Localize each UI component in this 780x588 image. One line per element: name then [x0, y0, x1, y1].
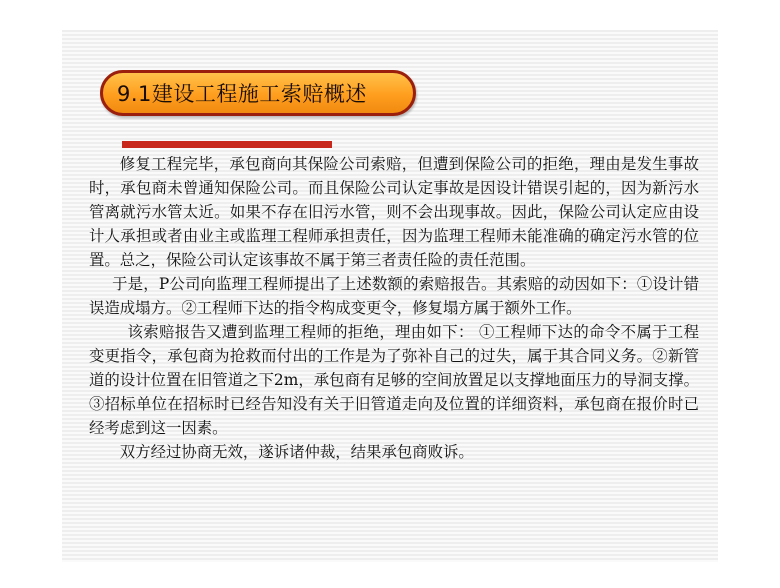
- slide-title-banner: [100, 70, 416, 116]
- slide-title: 9.1建设工程施工索赔概述: [117, 82, 367, 106]
- paragraph-engineer-rejection: 该索赔报告又遭到监理工程师的拒绝，理由如下： ①工程师下达的命令不属于工程变更指令，承包商为抢救而付出的工作是为了弥补自己的过失，属于其合同义务。②新管道的设计位置在旧管道之下2m，承包商有足够的空间放置足以支撑地面压力的导洞支撑。③招标单位在招标时已经告知没有关于旧管道走向及位置的详细资料，承包商在报价时已经考虑到这一因素。: [89, 323, 699, 437]
- slide-body: [89, 152, 699, 464]
- paragraph-claim-report: 于是，P公司向监理工程师提出了上述数额的索赔报告。其索赔的动因如下：①设计错误造成塌方。②工程师下达的指令构成变更令，修复塌方属于额外工作。: [89, 275, 699, 317]
- paragraph-arbitration-result: 双方经过协商无效，遂诉诸仲裁，结果承包商败诉。: [119, 443, 474, 461]
- paragraph-insurance-claim: 修复工程完毕，承包商向其保险公司索赔，但遭到保险公司的拒绝，理由是发生事故时，承包商未曾通知保险公司。而且保险公司认定事故是因设计错误引起的，因为新污水管离就污水管太近。如果不存在旧污水管，则不会出现事故。因此，保险公司认定应由设计人承担或者由业主或监理工程师承担责任，因为监理工程师未能准确的确定污水管的位置。总之，保险公司认定该事故不属于第三者责任险的责任范围。: [89, 155, 699, 269]
- title-underline-rule: [122, 141, 332, 148]
